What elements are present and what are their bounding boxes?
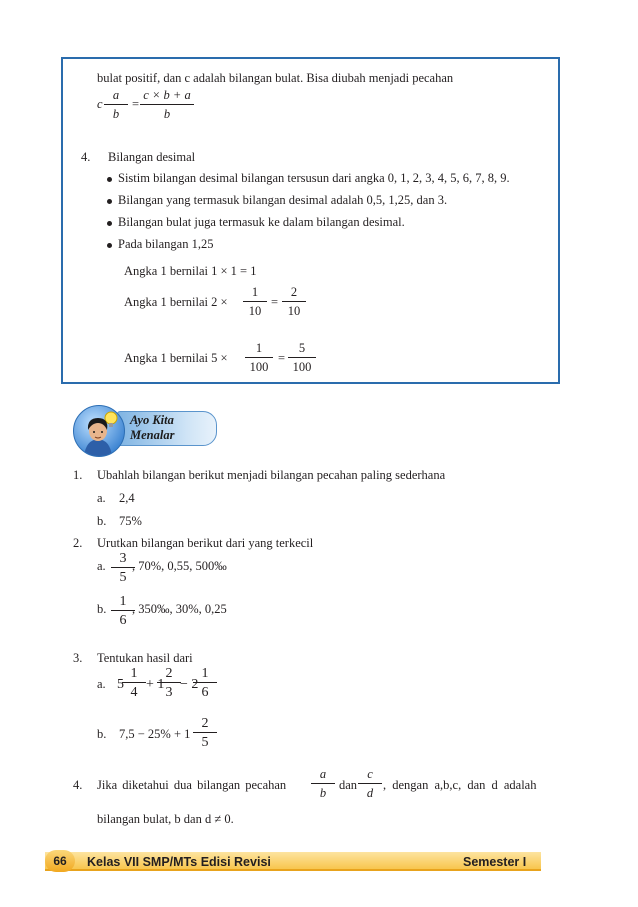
formula-lhs-num: a <box>112 88 120 102</box>
q4-frac1 <box>311 768 335 800</box>
angka2-frac2 <box>282 286 306 318</box>
item-number: 4. <box>81 150 91 164</box>
frac-num: c <box>367 767 373 781</box>
q3-text: Tentukan hasil dari <box>97 651 193 665</box>
formula-lhs <box>104 89 128 121</box>
q1-a: 2,4 <box>119 491 135 505</box>
frac-den: 6 <box>201 685 209 700</box>
formula-rhs <box>140 89 194 121</box>
frac-den: d <box>366 786 374 800</box>
q3-a-frac1 <box>122 667 146 700</box>
q3-a-op2: − 2 <box>180 677 199 692</box>
q3-a-label: a. <box>97 677 106 691</box>
angka-line-1: Angka 1 bernilai 1 × 1 = 1 <box>124 264 257 278</box>
frac-den: 6 <box>119 613 127 628</box>
formula-lhs-den: b <box>112 107 120 121</box>
frac-den: 5 <box>119 570 127 585</box>
frac-num: 3 <box>119 551 127 566</box>
frac-num: 1 <box>119 594 127 609</box>
bullet-dot <box>107 221 112 226</box>
formula-c: c <box>97 97 103 111</box>
item-title: Bilangan desimal <box>108 150 196 164</box>
frac-num: 2 <box>290 285 298 299</box>
angka3-frac2 <box>288 342 316 374</box>
formula-eq: = <box>132 97 140 111</box>
bullet-1: Sistim bilangan desimal bilangan tersusun dari angka 0, 1, 2, 3, 4, 5, 6, 7, 8, 9. <box>118 171 510 185</box>
bullet-3: Bilangan bulat juga termasuk ke dalam bilangan desimal. <box>118 215 405 229</box>
page-number: 66 <box>45 850 75 872</box>
q1-text: Ubahlah bilangan berikut menjadi bilangan pecahan paling sederhana <box>97 468 446 482</box>
angka2-eq: = <box>271 295 279 309</box>
banner-line2: Menalar <box>130 428 175 442</box>
q4-number: 4. <box>73 778 83 792</box>
q1-a-label: a. <box>97 491 106 505</box>
q2-text: Urutkan bilangan berikut dari yang terkecil <box>97 536 314 550</box>
q1-b-label: b. <box>97 514 107 528</box>
q4-line2: bilangan bulat, b dan d ≠ 0. <box>97 812 234 826</box>
q3-a-whole: 5 <box>117 677 124 692</box>
bullet-2: Bilangan yang termasuk bilangan desimal adalah 0,5, 1,25, dan 3. <box>118 193 448 207</box>
q3-b-frac <box>193 717 217 750</box>
q2-b-rest: , 350‰, 30%, 0,25 <box>132 602 227 616</box>
q2-number: 2. <box>73 536 83 550</box>
banner-text <box>130 413 174 443</box>
frac-den: 100 <box>292 360 312 374</box>
footer-title: Kelas VII SMP/MTs Edisi Revisi <box>87 855 271 869</box>
q3-b-label: b. <box>97 727 107 741</box>
frac-num: 2 <box>201 716 209 731</box>
frac-num: 2 <box>165 666 173 681</box>
q2-b-label: b. <box>97 602 107 616</box>
q2-a-rest: , 70%, 0,55, 500‰ <box>132 559 227 573</box>
frac-num: 5 <box>298 341 306 355</box>
box-line1: bulat positif, dan c adalah bilangan bulat. Bisa diubah menjadi pecahan <box>97 71 454 85</box>
formula-rhs-den: b <box>163 107 171 121</box>
angka3-eq: = <box>278 351 286 365</box>
frac-den: b <box>319 786 327 800</box>
q4-frac2 <box>358 768 382 800</box>
frac-den: 5 <box>201 735 209 750</box>
q3-a-frac2 <box>157 667 181 700</box>
formula-rhs-num: c × b + a <box>143 88 191 102</box>
frac-num: a <box>319 767 327 781</box>
frac-den: 3 <box>165 685 173 700</box>
q3-number: 3. <box>73 651 83 665</box>
q3-b-text: 7,5 − 25% + 1 <box>119 727 191 741</box>
q1-number: 1. <box>73 468 83 482</box>
frac-num: 1 <box>251 285 259 299</box>
footer-semester: Semester I <box>463 855 527 869</box>
bullet-dot <box>107 243 112 248</box>
q4-text-pre: Jika diketahui dua bilangan pecahan <box>97 778 287 792</box>
bullet-dot <box>107 199 112 204</box>
q1-b: 75% <box>119 514 142 528</box>
footer-line <box>45 869 541 871</box>
student-avatar-icon <box>73 405 125 457</box>
angka-line-2: Angka 1 bernilai 2 × <box>124 295 228 309</box>
frac-den: 10 <box>248 304 262 318</box>
frac-num: 1 <box>255 341 263 355</box>
q3-a-op1: + 1 <box>146 677 165 692</box>
bullet-dot <box>107 177 112 182</box>
q4-text-post: , dengan a,b,c, dan d adalah <box>383 778 537 792</box>
angka-line-3: Angka 1 bernilai 5 × <box>124 351 228 365</box>
frac-num: 1 <box>130 666 138 681</box>
q2-a-label: a. <box>97 559 106 573</box>
bullet-4: Pada bilangan 1,25 <box>118 237 214 251</box>
angka2-frac1 <box>243 286 267 318</box>
frac-den: 100 <box>249 360 269 374</box>
q3-a-frac3 <box>193 667 217 700</box>
q4-dan: dan <box>339 778 358 792</box>
frac-num: 1 <box>201 666 209 681</box>
frac-den: 4 <box>130 685 138 700</box>
frac-den: 10 <box>287 304 301 318</box>
banner-line1: Ayo Kita <box>130 413 174 427</box>
angka3-frac1 <box>245 342 273 374</box>
